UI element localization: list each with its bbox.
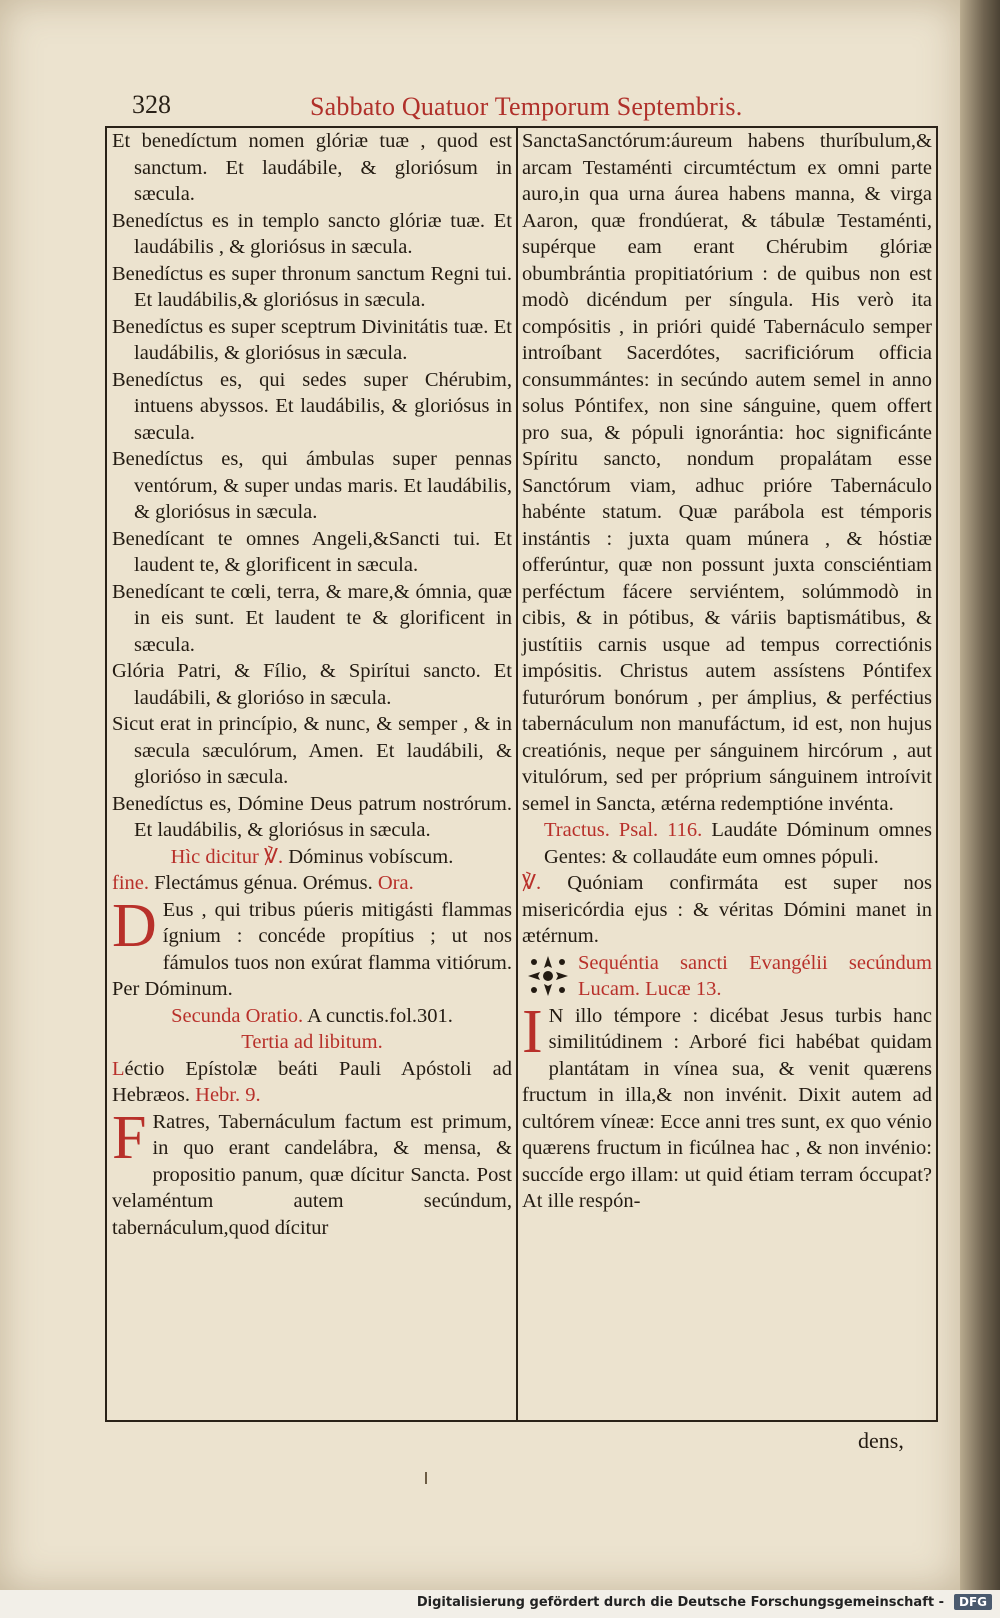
left-column <box>112 128 512 1241</box>
rubric-hic-text: Dóminus vobíscum. <box>288 845 454 868</box>
epistle-drop-cap: F <box>112 1103 147 1172</box>
tertia-heading: Tertia ad libitum. <box>241 1031 383 1053</box>
catchword: dens, <box>858 1428 904 1453</box>
verse-7: Benedícant te omnes Angeli,&Sancti tui. Et laudent te, & glorificent in sæcula. <box>112 527 512 576</box>
lectio-initial: L <box>112 1057 125 1080</box>
dfg-logo: DFG <box>954 1594 992 1610</box>
lectio-heading <box>112 1056 512 1109</box>
versicle-sign: ℣. <box>522 872 542 894</box>
rubric-fine-label: fine. <box>112 872 149 894</box>
gospel-drop-cap: I <box>522 997 543 1066</box>
verse-5: Benedíctus es, qui sedes super Chérubim, intuens abyssos. Et laudábilis, & gloriósus in sæcula. <box>112 368 512 444</box>
versicle <box>522 870 932 950</box>
verse-1: Et benedíctum nomen glóriæ tuæ , quod est sanctum. Et laudábile, & gloriósum in sæcula. <box>112 130 512 205</box>
page-number: 328 <box>132 90 171 119</box>
collect-paragraph <box>112 891 512 1003</box>
paper-mark <box>425 1472 427 1484</box>
right-rule <box>936 126 938 1420</box>
verse-3: Benedíctus es super thronum sanctum Regni tui. Et laudábilis,& gloriósus in sæcula. <box>112 262 512 311</box>
gospel-paragraph <box>522 997 932 1215</box>
verse-sicut: Sicut erat in princípio, & nunc, & semper , & in sæcula sæculórum, Amen. Et laudábili, & glorióso in sæcula. <box>112 713 512 788</box>
secunda-text: A cunctis.fol.301. <box>307 1004 453 1027</box>
left-rule <box>105 126 107 1420</box>
footer-bar <box>0 1590 1000 1618</box>
column-divider <box>516 126 518 1420</box>
lectio-text: éctio Epístolæ beáti Pauli Apóstoli ad Hebræos. <box>112 1057 512 1106</box>
tractus <box>522 817 932 870</box>
collect-drop-cap: D <box>112 891 157 960</box>
gospel-reference: Lucæ 13. <box>645 978 722 1000</box>
tractus-label: Tractus. Psal. 116. <box>544 819 703 841</box>
epistle-text: Ratres, Tabernáculum factum est primum, in quo erant candelábra, & mensa, & propositio panum, quæ dícitur Sancta. Post velaméntum autem secúndum, tabernáculum,quod dícitur <box>112 1110 512 1239</box>
gospel-text: N illo témpore : dicébat Jesus turbis hanc similitúdinem : Arboré fici habébat quidam plantátam in vínea sua, & venit quærens fructum in illa,& non invénit. Dixit autem ad cultórem víneæ: Ecce anni tres sunt, ex quo vénio quærens fructum in ficúlnea hac , & non invénio: succíde ergo illam: ut quid étiam terram óccupat? At ille respón- <box>522 1004 932 1212</box>
book-gutter <box>960 0 1000 1618</box>
gospel-title: Sequéntia sancti Evangélii secúndum Lucam. <box>578 951 932 1000</box>
ornament-icon <box>526 954 570 998</box>
tractus-text: Laudáte Dóminum omnes Gentes: & collaudáte eum omnes pópuli. <box>544 819 932 868</box>
epistle-paragraph <box>112 1103 512 1242</box>
secunda-label: Secunda Oratio. <box>171 1004 304 1027</box>
lectio-reference: Hebr. 9. <box>195 1084 261 1106</box>
rubric-ora-label: Ora. <box>377 872 414 894</box>
rubric-hic <box>112 844 512 871</box>
gospel-heading <box>522 950 932 1003</box>
verse-6: Benedíctus es, qui ámbulas super pennas ventórum, & super undas maris. Et laudábilis, & gloriósus in sæcula. <box>112 448 512 523</box>
verse-11: Benedíctus es, Dómine Deus patrum nostrórum. Et laudábilis, & gloriósus in sæcula. <box>112 792 512 841</box>
right-column <box>522 128 932 1215</box>
verse-8: Benedícant te cœli, terra, & mare,& ómnia, quæ in eis sunt. Et laudent te & glorificent in sæcula. <box>112 580 512 656</box>
verse-2: Benedíctus es in templo sancto glóriæ tuæ. Et laudábilis , & gloriósus in sæcula. <box>112 209 512 258</box>
footer-credit: Digitalisierung gefördert durch die Deutsche Forschungsgemeinschaft - <box>416 1595 944 1610</box>
running-head: Sabbato Quatuor Temporum Septembris. <box>310 92 743 121</box>
secunda-oratio <box>112 1003 512 1030</box>
verse-4: Benedíctus es super sceptrum Divinitátis tuæ. Et laudábilis, & gloriósus in sæcula. <box>112 315 512 364</box>
rubric-fine <box>112 870 512 897</box>
collect-text: Eus , qui tribus púeris mitigásti flammas ígnium : concéde propítius ; ut nos fámulos tuos non exúrat flamma vitiórum. Per Dóminum. <box>112 898 512 1000</box>
page-header <box>132 90 932 130</box>
verse-gloria: Glória Patri, & Fílio, & Spirítui sancto. Et laudábili, & glorióso in sæcula. <box>112 660 512 709</box>
rubric-hic-label: Hìc dicitur ℣. <box>170 845 284 868</box>
epistle-continuation: SanctaSanctórum:áureum habens thuríbulum,& arcam Testaménti circumtéctum ex omni parte auro,in qua urna áurea habens manna, & virga Aaron, quæ frondúerat, & tábulæ Testaménti, supérque eam erant Chérubim glóriæ obumbrántia propitiatórium : de quibus non est modò dicéndum per síngula. His verò ita compósitis , in prióri quidé Tabernáculo semper introíbant Sacerdótes, sacrificiórum officia consummántes: in secúndo autem semel in anno solus Póntifex, non sine sánguine, quem offert pro sua, & pópuli ignorántia: hoc significánte Spíritu sancto, nondum propalátam esse Sanctórum viam, adhuc prióre Tabernáculo habénte statum. Quæ parábola est témporis instántis : juxta quam múnera , & hóstiæ offerúntur, quæ non possunt juxta consciéntiam perféctum fácere serviéntem, solúmmodò in cibis, & in pótibus, & váriis baptismátibus, & justítiis carnis usque ad tempus correctiónis impósitis. Christus autem assístens Póntifex futurórum bonórum , per ámplius, & perféctius tabernáculum non manufáctum, id est, non hujus creatiónis, neque per sánguinem hircórum , aut vitulórum, sed per próprium sánguinem introívit semel in Sancta, ætérna redemptióne invénta. <box>522 130 932 815</box>
versicle-text: Quóniam confirmáta est super nos misericórdia ejus : & véritas Dómini manet in ætérnum. <box>522 872 933 947</box>
rubric-fine-text: Flectámus génua. Orémus. <box>154 872 373 894</box>
